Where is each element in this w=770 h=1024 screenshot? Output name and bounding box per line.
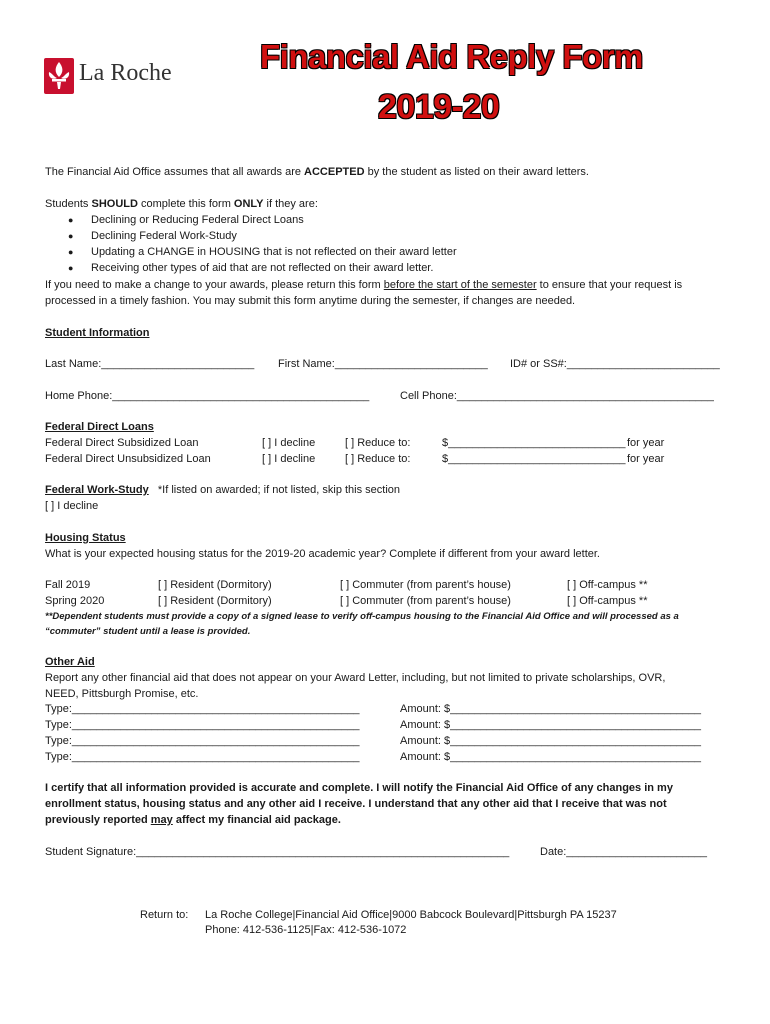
certification-line3: previously reported may affect my financial aid package.	[45, 814, 341, 826]
other-aid-type-field[interactable]: Type:_______________________________________________	[45, 751, 360, 763]
certification-line2: enrollment status, housing status and any other aid I receive. I understand that any other aid that I receive that was not	[45, 798, 667, 810]
fleur-de-lis-icon	[44, 58, 74, 94]
form-title: Financial Aid Reply Form	[260, 38, 643, 75]
subsidized-reduce-checkbox[interactable]: [ ] Reduce to:	[345, 437, 411, 449]
spring-commuter-checkbox[interactable]: [ ] Commuter (from parent’s house)	[340, 595, 511, 607]
bullet-item: Updating a CHANGE in HOUSING that is not reflected on their award letter	[91, 246, 457, 258]
other-aid-amount-field[interactable]: Amount: $_________________________________________	[400, 735, 701, 747]
housing-term-fall: Fall 2019	[45, 579, 91, 591]
return-label: Return to:	[140, 909, 189, 921]
subsidized-amount-field[interactable]: $_____________________________	[442, 437, 626, 449]
unsubsidized-loan-label: Federal Direct Unsubsidized Loan	[45, 453, 211, 465]
housing-question: What is your expected housing status for the 2019-20 academic year? Complete if different from your award letter.	[45, 548, 600, 560]
college-logo	[44, 58, 189, 98]
logo-text: La Roche	[79, 60, 172, 86]
other-aid-amount-field[interactable]: Amount: $_________________________________________	[400, 751, 701, 763]
housing-term-spring: Spring 2020	[45, 595, 105, 607]
change-instructions: If you need to make a change to your awards, please return this form before the start of the semester to ensure that your request is	[45, 279, 683, 291]
other-aid-desc: Report any other financial aid that does not appear on your Award Letter, including, but not limited to private scholarships, OVR,	[45, 672, 666, 684]
subsidized-decline-checkbox[interactable]: [ ] I decline	[262, 437, 316, 449]
housing-heading: Housing Status	[45, 532, 126, 544]
change-instructions-cont: processed in a timely fashion. You may submit this form anytime during the semester, if changes are needed.	[45, 295, 576, 307]
fall-commuter-checkbox[interactable]: [ ] Commuter (from parent’s house)	[340, 579, 511, 591]
home-phone-field[interactable]: Home Phone:__________________________________________	[45, 390, 370, 402]
last-name-field[interactable]: Last Name:_________________________	[45, 358, 255, 370]
other-aid-heading: Other Aid	[45, 656, 95, 668]
bullet-icon: ●	[68, 215, 74, 225]
unsubsidized-per-year: for year	[627, 453, 665, 465]
return-address: La Roche College|Financial Aid Office|9000 Babcock Boulevard|Pittsburgh PA 15237	[205, 909, 617, 921]
fall-resident-checkbox[interactable]: [ ] Resident (Dormitory)	[158, 579, 272, 591]
bullet-icon: ●	[68, 247, 74, 257]
intro-line2: Students SHOULD complete this form ONLY if they are:	[45, 198, 318, 210]
intro-line1: The Financial Aid Office assumes that all awards are ACCEPTED by the student as listed on their award letters.	[45, 166, 589, 178]
other-aid-type-field[interactable]: Type:_______________________________________________	[45, 703, 360, 715]
form-year: 2019-20	[378, 88, 500, 126]
fall-offcampus-checkbox[interactable]: [ ] Off-campus **	[567, 579, 648, 591]
unsubsidized-amount-field[interactable]: $_____________________________	[442, 453, 626, 465]
subsidized-loan-label: Federal Direct Subsidized Loan	[45, 437, 199, 449]
spring-offcampus-checkbox[interactable]: [ ] Off-campus **	[567, 595, 648, 607]
cell-phone-field[interactable]: Cell Phone:__________________________________________	[400, 390, 714, 402]
id-field[interactable]: ID# or SS#:_________________________	[510, 358, 720, 370]
housing-footnote: **Dependent students must provide a copy of a signed lease to verify off-campus housing to the Financial Aid Office and will processed as a	[45, 611, 679, 622]
bullet-item: Declining or Reducing Federal Direct Loans	[91, 214, 304, 226]
first-name-field[interactable]: First Name:_________________________	[278, 358, 488, 370]
date-field[interactable]: Date:_______________________	[540, 846, 707, 858]
other-aid-desc-cont: NEED, Pittsburgh Promise, etc.	[45, 688, 199, 700]
other-aid-amount-field[interactable]: Amount: $_________________________________________	[400, 719, 701, 731]
other-aid-amount-field[interactable]: Amount: $_________________________________________	[400, 703, 701, 715]
bullet-item: Declining Federal Work-Study	[91, 230, 237, 242]
loans-heading: Federal Direct Loans	[45, 421, 154, 433]
bullet-icon: ●	[68, 263, 74, 273]
bullet-icon: ●	[68, 231, 74, 241]
unsubsidized-decline-checkbox[interactable]: [ ] I decline	[262, 453, 316, 465]
housing-footnote-cont: “commuter” student until a lease is provided.	[45, 626, 251, 637]
bullet-item: Receiving other types of aid that are not reflected on their award letter.	[91, 262, 434, 274]
unsubsidized-reduce-checkbox[interactable]: [ ] Reduce to:	[345, 453, 411, 465]
return-contact: Phone: 412-536-1125|Fax: 412-536-1072	[205, 924, 407, 936]
work-study-decline-checkbox[interactable]: [ ] I decline	[45, 500, 99, 512]
certification-line1: I certify that all information provided is accurate and complete. I will notify the Financial Aid Office of any changes in my	[45, 782, 673, 794]
signature-field[interactable]: Student Signature:_____________________________________________________________	[45, 846, 510, 858]
student-info-heading: Student Information	[45, 327, 150, 339]
other-aid-type-field[interactable]: Type:_______________________________________________	[45, 719, 360, 731]
other-aid-type-field[interactable]: Type:_______________________________________________	[45, 735, 360, 747]
spring-resident-checkbox[interactable]: [ ] Resident (Dormitory)	[158, 595, 272, 607]
work-study-header: Federal Work-Study *If listed on awarded; if not listed, skip this section	[45, 484, 401, 496]
subsidized-per-year: for year	[627, 437, 665, 449]
